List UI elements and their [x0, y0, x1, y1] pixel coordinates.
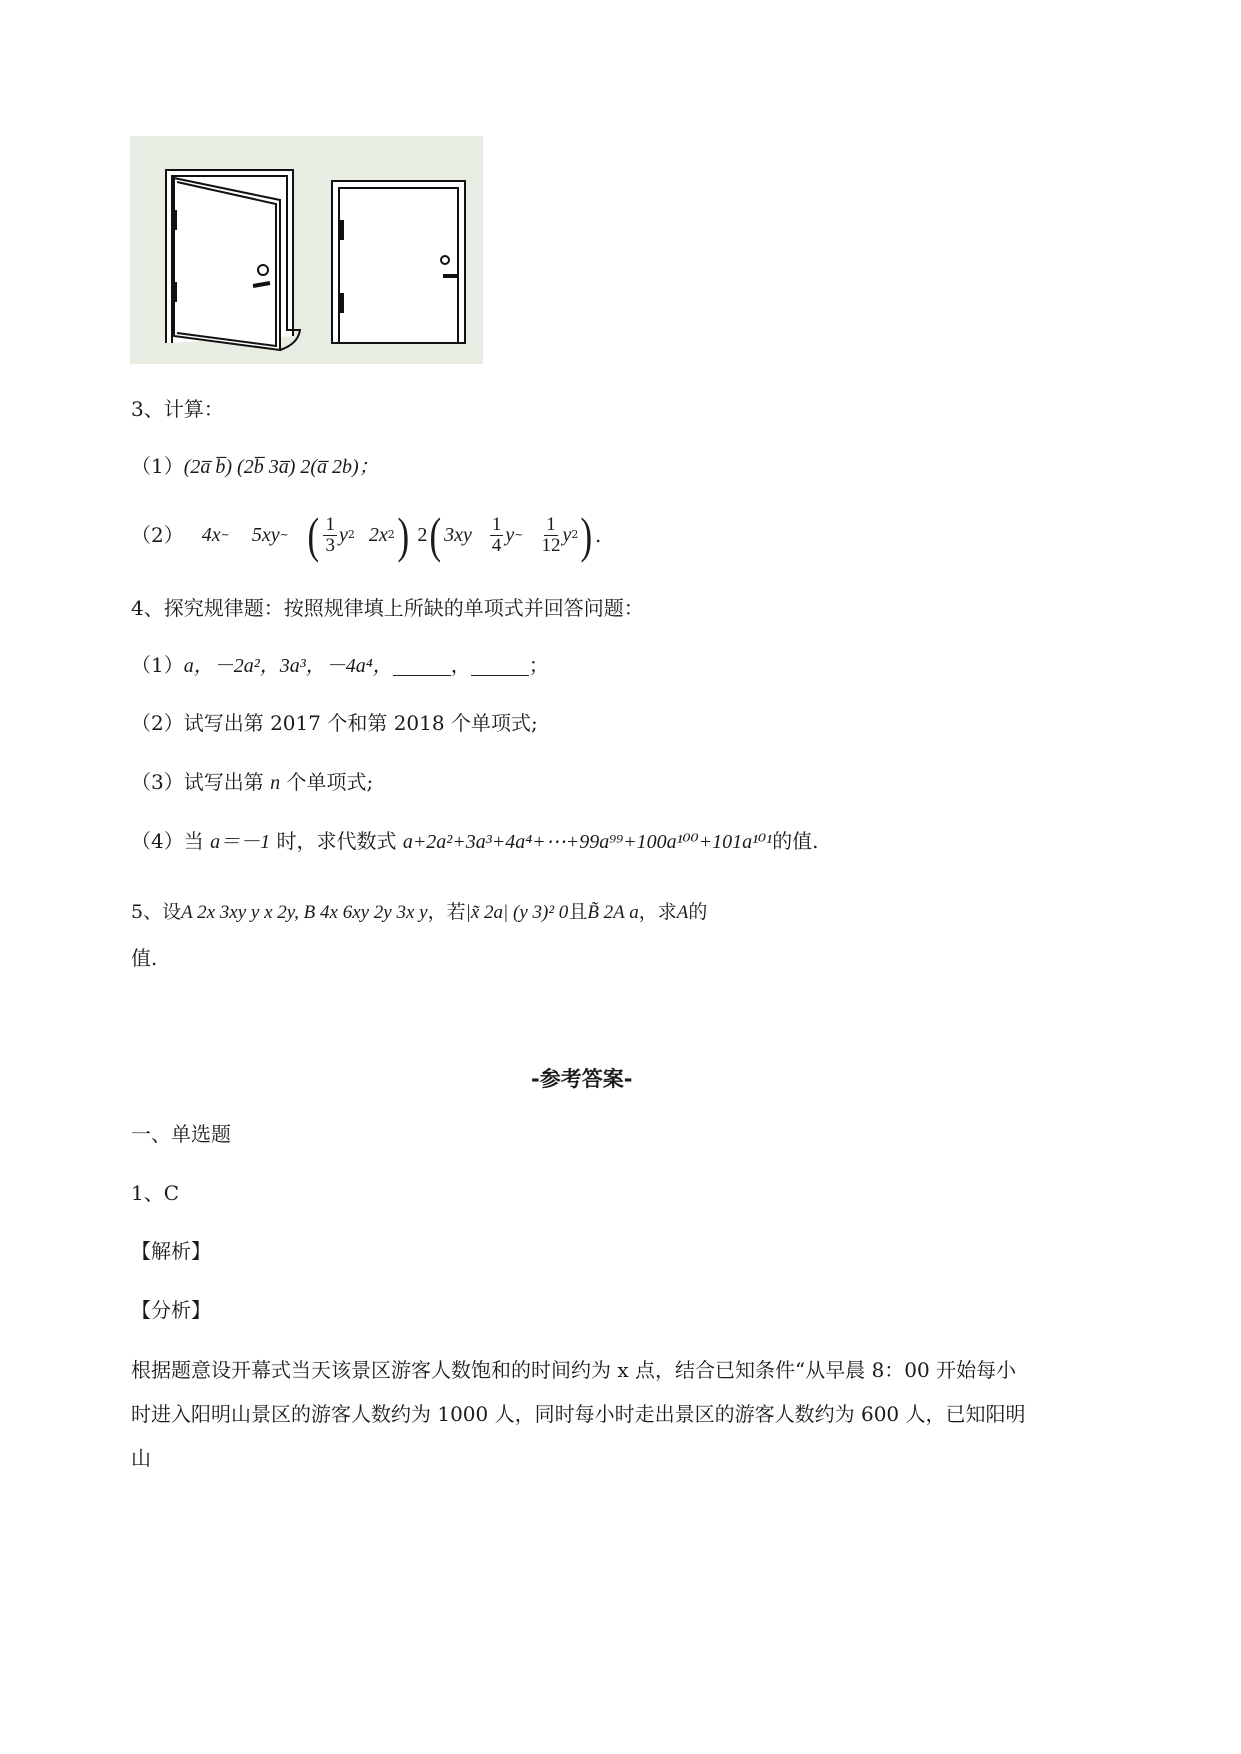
- q3-p2-h: y: [562, 524, 572, 546]
- q5-wrap: 值.: [131, 946, 158, 970]
- q3-part1-label: （1）: [131, 454, 184, 478]
- q4-sequence: a，－2a²，3a³，－4a⁴，: [183, 655, 393, 677]
- q5-condition: |x̃ 2a| (y 3)² 0: [465, 902, 569, 923]
- answer-item-1: 1、C: [131, 1181, 180, 1205]
- q3-part1-expr: (2a̅ b̅) (2b̅ 3a̅) 2(a̅ 2b)；: [183, 456, 379, 478]
- analysis-paragraph: 根据题意设开幕式当天该景区游客人数饱和的时间约为 x 点，结合已知条件“从早晨 8：00 开始每小时进入阳明山景区的游客人数约为 1000 人，同时每小时走出景区的游客人数约为 600 人，已知阳明山: [131, 1358, 1026, 1470]
- q3-part2: （2） 4x ~ 5xy ~ ( $\frac{1}{3}$ y 2 2x 2 ) 2 ( 3xy $\frac{1}{4}$ y ~ $\frac{1}{12}$ y 2 ) .: [131, 507, 602, 563]
- answers-section: 一、单选题: [131, 1122, 231, 1146]
- q3-frac1: $\frac{1}{3}$: [325, 513, 335, 556]
- q4-blank-2[interactable]: [471, 655, 529, 676]
- q4-part4: （4）当 a＝－1 时，求代数式 a+2a²+3a³+4a⁴+⋯+99a⁹⁹+100a¹⁰⁰+101a¹⁰¹的值.: [131, 829, 819, 853]
- q3-p2-d: 2x: [368, 524, 388, 546]
- q3-p2-f: 3xy: [444, 524, 472, 546]
- q4-part3: （3）试写出第 n 个单项式;: [131, 770, 374, 794]
- q3-part2-label: （2）: [131, 523, 184, 547]
- q5: 5、设A 2x 3xy y x 2y, B 4x 6xy 2y 3x y，若|x̃ 2a| (y 3)² 0且B̃ 2A a，求A的: [131, 901, 708, 923]
- q3-frac3: $\frac{1}{12}$: [541, 513, 561, 556]
- q3-part1: [131, 452, 379, 481]
- jiexi-label: 【解析】: [131, 1239, 211, 1263]
- q3-p2-g: y: [505, 524, 515, 546]
- answers-heading: -参考答案-: [531, 1067, 633, 1091]
- q3-p2-c: y: [338, 524, 348, 546]
- q4-blank-1[interactable]: [393, 655, 451, 676]
- q3-p2-a: 4x: [201, 524, 221, 546]
- q4-part2: （2）试写出第 2017 个和第 2018 个单项式;: [131, 711, 538, 735]
- q5-expr-ab: A 2x 3xy y x 2y, B 4x 6xy 2y 3x y: [181, 902, 428, 923]
- closed-door: [332, 181, 465, 343]
- q3-p2-b: 5xy: [251, 524, 280, 546]
- open-door: [166, 170, 300, 350]
- q4-expression: a+2a²+3a³+4a⁴+⋯+99a⁹⁹+100a¹⁰⁰+101a¹⁰¹: [402, 831, 773, 853]
- doors-illustration: [130, 136, 483, 364]
- q3-title: 3、计算：: [131, 397, 224, 421]
- q4-title: 4、探究规律题：按照规律填上所缺的单项式并回答问题：: [131, 596, 644, 620]
- q3-frac2: $\frac{1}{4}$: [491, 513, 502, 556]
- q4-part1: （1）a，－2a²，3a³，－4a⁴， ， ；: [131, 653, 549, 677]
- doors-figure: [130, 136, 483, 364]
- fenxi-label: 【分析】: [131, 1298, 211, 1322]
